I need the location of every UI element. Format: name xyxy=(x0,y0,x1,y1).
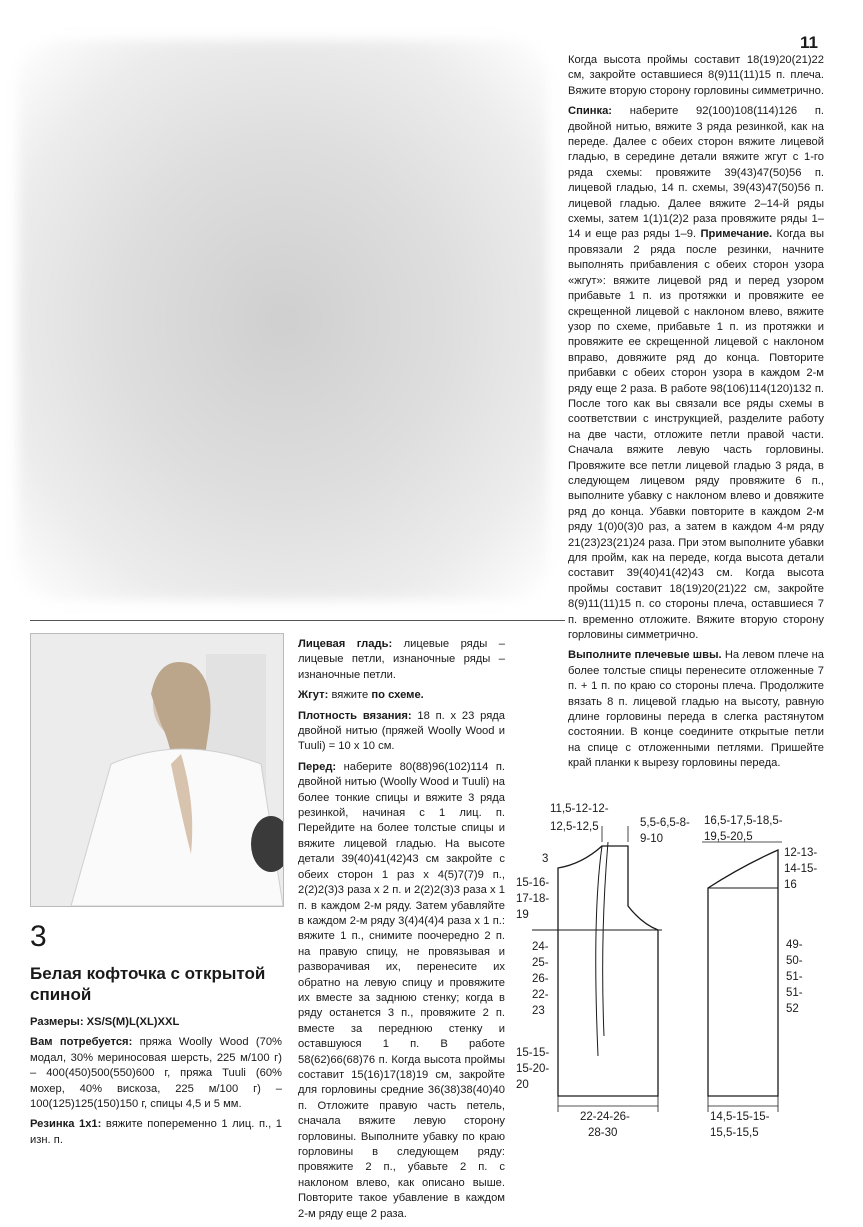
text: по схеме. xyxy=(371,689,424,702)
section-label: Резинка 1х1: xyxy=(30,1118,102,1131)
divider xyxy=(30,620,565,621)
dim-label: 49- xyxy=(786,939,803,951)
paragraph xyxy=(298,709,505,755)
dim-label: 26- xyxy=(532,973,549,985)
dim-label: 50- xyxy=(786,955,803,967)
paragraph xyxy=(568,648,824,771)
dim-label: 24- xyxy=(532,941,549,953)
dim-label: 19 xyxy=(516,909,529,921)
dim-label: 22- xyxy=(532,989,549,1001)
dim-label: 52 xyxy=(786,1003,799,1015)
text: вяжите попеременно 1 лиц. п., 1 изн. п. xyxy=(30,1118,282,1146)
dim-label: 16,5-17,5-18,5- xyxy=(704,815,783,827)
dim-label: 11,5-12-12- xyxy=(550,803,609,815)
section-label: Лицевая гладь: xyxy=(298,638,393,650)
dim-label: 19,5-20,5 xyxy=(704,831,753,843)
dim-label: 14,5-15-15- xyxy=(710,1111,770,1123)
section-label: Выполните плечевые швы. xyxy=(568,649,722,662)
text: наберите 80(88)96(102)114 п. двойной нитью (Woolly Wood и Tuuli) на более тонкие спицы и вяжите 3 ряда резинкой, начиная с 1 лиц. п. Перейдите на более толстые спицы и вяжите лицевой гладью. На высоте детали 39(40)41(42)43 см закройте с обеих сторон 1 раз х 4(5)7(7)9 п., 2(2)2(3)3 раза х 2 п. и 2(2)2(3)3 раза х 1 п. в каждом 2-м ряду. Затем убавляйте в каждом 2-м ряду 3(4)4(4)4 раза х 1 п.: вяжите 1 п., снимите поочередно 2 п. на правую спицу, не провязывая и разворачивая их, перенесите их обратно на левую спицу и провяжите их вместе за заднюю стенку; когда в ряду останется 3 п., провяжите 2 п. вместе за переднюю стенку и оставшуюся 1 п. В работе 58(62)66(68)76 п. Когда высота проймы составит 15(16)17(18)19 см, закройте для горловины средние 36(38)38(40)40 п. Отложите правую часть петель, сначала вяжите левую сторону горловины. Выполните убавку по краю горловины в следующем ряду: провяжите 2 п., убавьте 2 п. с наклоном влево, как описано выше. Повторите такое убавление в каждом 2-м ряду еще 2 раза. xyxy=(298,760,505,1220)
dim-label: 25- xyxy=(532,957,549,969)
item-number: 3 xyxy=(30,920,47,953)
dim-label: 16 xyxy=(784,879,797,891)
dim-label: 9-10 xyxy=(640,833,664,845)
section-label: Спинка: xyxy=(568,105,613,118)
dim-label: 15-15- xyxy=(516,1047,550,1059)
dim-label: 22-24-26- xyxy=(580,1111,630,1123)
paragraph xyxy=(30,1035,282,1112)
text: На левом плече на более толстые спицы перенесите отложенные 7 п. + 1 п. по краю со стороны плеча. Продолжите вязать 8 п. лицевой гладью на высоту, равную длине горловины переда в слегка растянутом состоянии. В конце соедините открытые петли на спице с отложенными петлями. Пришейте край планки к вырезу горловины переда. xyxy=(568,649,825,770)
photo xyxy=(30,633,284,907)
dim-label: 12-13- xyxy=(784,847,818,859)
text: вяжите xyxy=(328,689,372,702)
section-label: Вам потребуется: xyxy=(30,1036,133,1049)
left-column xyxy=(30,1015,282,1153)
sizes: Размеры: XS/S(M)L(XL)XXL xyxy=(30,1016,180,1028)
text: 18 п. х 23 ряда двойной нитью (пряжей Woolly Wood и Tuuli) = 10 х 10 см. xyxy=(298,709,505,753)
dim-label: 14-15- xyxy=(784,863,818,875)
text: пряжа Woolly Wood (70% модал, 30% мериносовая шерсть, 225 м/100 г) – 400(450)500(550)600 г, пряжа Tuuli (60% мохер, 40% вискоза, 225 м/100 г) – 100(125)125(150)150 г, спицы 4,5 и 5 мм. xyxy=(30,1036,282,1111)
section-label: Плотность вязания: xyxy=(298,709,412,722)
section-label: Перед: xyxy=(298,760,337,773)
model-photo-illustration xyxy=(31,634,283,906)
note-label: Примечание. xyxy=(700,228,773,241)
dim-label: 15,5-15,5 xyxy=(710,1127,759,1139)
text: наберите 92(100)108(114)126 п. двойной нитью, вяжите 3 ряда резинкой, как на переде. Далее с обеих сторон вяжите лицевой гладью, в середине детали вяжите жгут с 1-го ряда схемы: провяжите 39(43)47(50)56 п. лицевой гладью, 14 п. схемы, 39(43)47(50)56 п. лицевой гладью. Далее вяжите 2–14-й ряды схемы, затем 1(1)1(2)2 раза провяжите ряды 1–14 и еще раз ряды 1–9. xyxy=(568,105,824,241)
dim-label: 28-30 xyxy=(588,1127,618,1139)
paragraph xyxy=(298,688,505,703)
text: Когда вы провязали 2 ряда после резинки, начните выполнять прибавления с обеих сторон узора «жгут»: вяжите лицевой ряд и перед узором прибавьте 1 п. из протяжки и провяжите ее скрещенной лицевой с наклоном влево, вяжите узор по схеме, прибавьте 1 п. из протяжки и провяжите ее скрещенной лицевой с наклоном вправо, довяжите ряд до конца. Повторите прибавки с обеих сторон узора в каждом 2-м ряду еще 2 раза. В работе 98(106)114(120)132 п. После того как вы связали все ряды схемы в соответствии с инструкцией, разделите работу на две части, отложите петли правой части. Сначала вяжите левую часть горловины. Провяжите все петли лицевой гладью 3 ряда, в следующем лицевом ряду провяжите 6 п., выполните убавку с наклоном влево и довяжите ряд до конца. Убавки повторите в каждом 2-м ряду 1(0)0(3)0 раз, а затем в каждом 4-м ряду 21(23)23(21)24 раза. При этом выполните убавки для пройм, как на переде, когда высота детали составит 39(40)41(42)43 см. Когда высота проймы составит 18(19)20(21)22 см, закройте 8(9)11(11)15 п. со стороны плеча, оставшиеся 7 п. временно отложите. Вяжите вторую сторону горловины симметрично. xyxy=(568,228,824,642)
section-label: Жгут: xyxy=(298,689,329,702)
dim-label: 51- xyxy=(786,971,803,983)
middle-column xyxy=(298,637,505,1227)
dim-label: 15-20- xyxy=(516,1063,550,1075)
paragraph xyxy=(30,1117,282,1148)
back-piece xyxy=(702,842,782,1112)
dim-label: 23 xyxy=(532,1005,545,1017)
dim-label: 51- xyxy=(786,987,803,999)
pattern-title: Белая кофточка с открытой спиной xyxy=(30,964,266,1004)
dim-label: 15-16- xyxy=(516,877,550,889)
page-number: 11 xyxy=(800,33,818,52)
blurred-image xyxy=(18,40,548,600)
text: лицевые ряды – лицевые петли, изнаночные ряды – изнаночные петли. xyxy=(298,638,505,681)
paragraph xyxy=(298,637,505,683)
right-column xyxy=(568,53,824,777)
paragraph: Когда высота проймы составит 18(19)20(21)22 см, закройте оставшиеся 8(9)11(11)15 п. плеча. Вяжите вторую сторону горловины симметрично. xyxy=(568,54,824,97)
paragraph xyxy=(298,760,505,1222)
dim-label: 20 xyxy=(516,1079,529,1091)
paragraph xyxy=(568,104,824,643)
dim-label: 5,5-6,5-8- xyxy=(640,817,690,829)
dim-label: 3 xyxy=(542,853,549,865)
front-piece xyxy=(532,826,662,1112)
dim-label: 17-18- xyxy=(516,893,550,905)
pattern-schematic xyxy=(512,796,842,1156)
dim-label: 12,5-12,5 xyxy=(550,821,599,833)
